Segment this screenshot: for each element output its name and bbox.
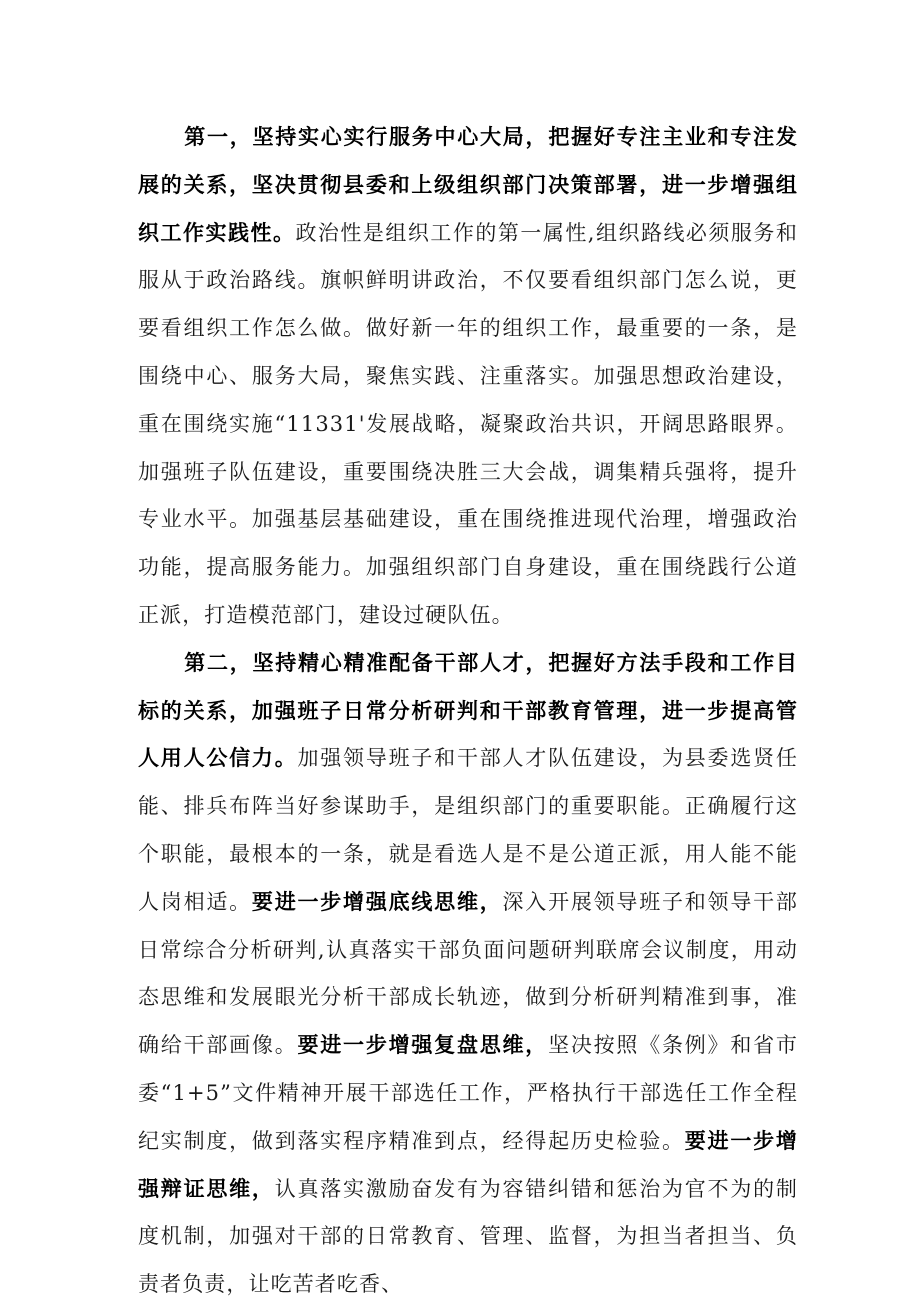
paragraph-2-body-1: 加强领导班子和干部人才队伍建设，为县委选贤任能、排兵布阵当好参谋助手，是组织部门的重要职能。正确履行这个职能，最根本的一条，就是看选人是不是公道正派，用人能不能人岗相适。 bbox=[138, 746, 799, 914]
paragraph-2-body-2: 深入开展领导班子和领导干部日常综合分析研判,认真落实干部负面问题研判联席会议制度，用动态思维和发展眼光分析干部成长轨迹，做到分析研判精准到事，准确给干部画像。 bbox=[138, 889, 798, 1058]
document-body bbox=[138, 114, 798, 1309]
paragraph-2-point-dialectic: 要进一步增强辩证思维， bbox=[138, 1128, 798, 1201]
paragraph-2-point-review: 要进一步增强复盘思维， bbox=[297, 1033, 549, 1058]
paragraph-2 bbox=[138, 640, 798, 1309]
paragraph-1-heading: 第一，坚持实心实行服务中心大局，把握好专注主业和专注发展的关系，坚决贯彻县委和上级组织部门决策部署，进一步增强组织工作实践性。 bbox=[138, 125, 798, 245]
paragraph-2-body-3: 坚决按照《条例》和省市委“1+5”文件精神开展干部选任工作，严格执行干部选任工作全程纪实制度，做到落实程序精准到点，经得起历史检验。 bbox=[138, 1033, 798, 1153]
paragraph-1 bbox=[138, 114, 798, 640]
paragraph-2-point-bottom-line: 要进一步增强底线思维， bbox=[251, 889, 503, 914]
paragraph-1-body: 政治性是组织工作的第一属性,组织路线必须服务和服从于政治路线。旗帜鲜明讲政治，不仅要看组织部门怎么说，更要看组织工作怎么做。做好新一年的组织工作，最重要的一条，是围绕中心、服务大局，聚焦实践、注重落实。加强思想政治建设，重在围绕实施“11331'发展战略，凝聚政治共识，开阔思路眼界。加强班子队伍建设，重要围绕决胜三大会战，调集精兵强将，提升专业水平。加强基层基础建设，重在围绕推进现代治理，增强政治功能，提高服务能力。加强组织部门自身建设，重在围绕践行公道正派，打造模范部门，建设过硬队伍。 bbox=[138, 220, 798, 627]
paragraph-2-heading: 第二，坚持精心精准配备干部人才，把握好方法手段和工作目标的关系，加强班子日常分析研判和干部教育管理，进一步提高管人用人公信力。 bbox=[138, 650, 798, 771]
paragraph-2-body-4: 认真落实激励奋发有为容错纠错和惩治为官不为的制度机制，加强对干部的日常教育、管理、监督，为担当者担当、负责者负责，让吃苦者吃香、 bbox=[138, 1176, 798, 1297]
